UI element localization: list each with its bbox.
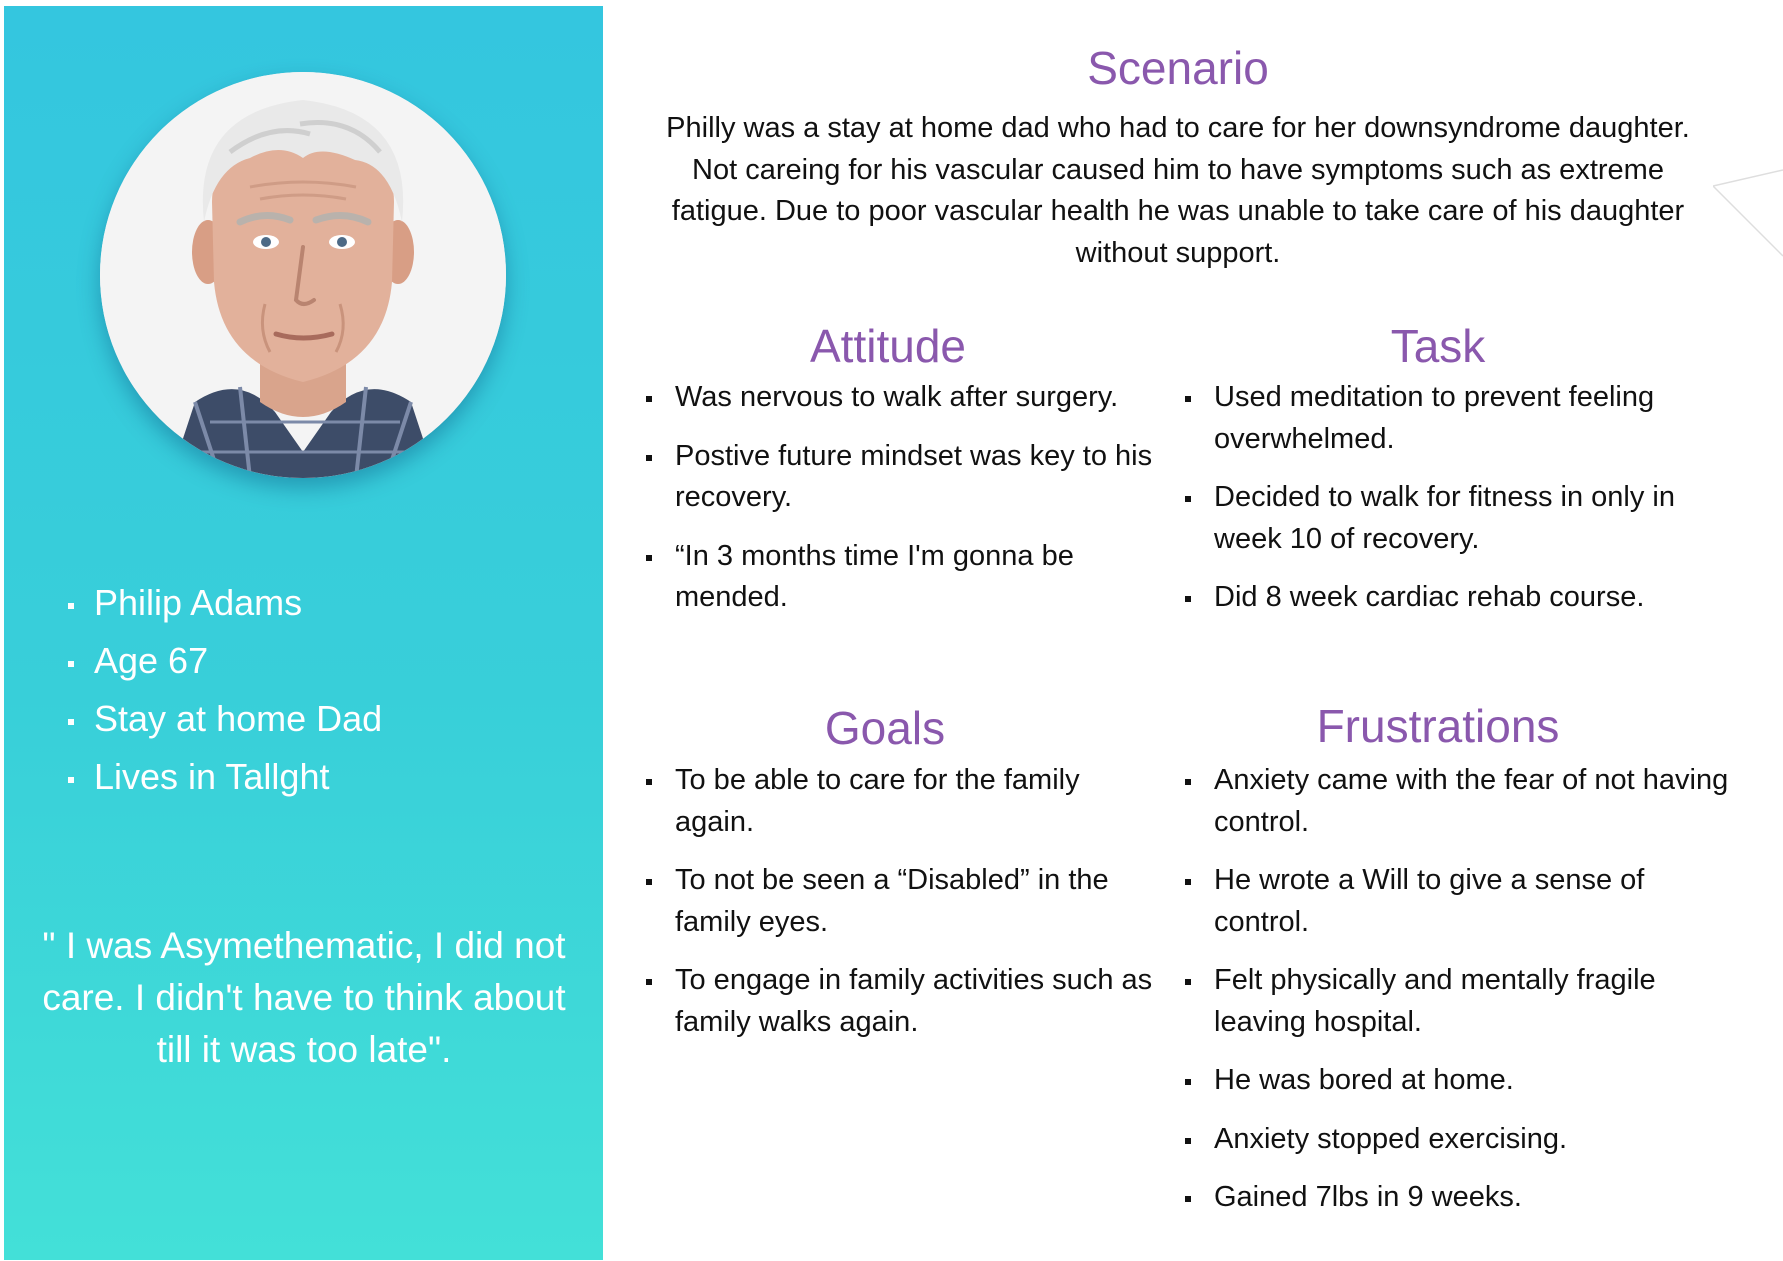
frustrations-list (1185, 760, 1745, 1236)
profile-occupation: Stay at home Dad (68, 690, 382, 748)
attitude-item: “In 3 months time I'm gonna be mended. (646, 536, 1156, 619)
task-title: Task (1390, 320, 1486, 372)
task-item: Did 8 week cardiac rehab course. (1185, 577, 1725, 619)
avatar (100, 72, 506, 478)
task-list (1185, 377, 1725, 636)
task-item: Decided to walk for fitness in only in week 10 of recovery. (1185, 477, 1725, 560)
profile-location: Lives in Tallght (68, 748, 382, 806)
task-item: Used meditation to prevent feeling overwhelmed. (1185, 377, 1725, 460)
persona-quote: " I was Asymethematic, I did not care. I didn't have to think about till it was too late". (42, 925, 566, 1070)
goals-item: To not be seen a “Disabled” in the family eyes. (646, 860, 1166, 943)
scenario-text: Philly was a stay at home dad who had to care for her downsyndrome daughter. Not careing for his vascular caused him to have symptoms such as extreme fatigue. Due to poor vascular health he was unable to take care of his daughter without support. (666, 112, 1690, 269)
goals-list (646, 760, 1166, 1060)
attitude-item: Postive future mindset was key to his recovery. (646, 436, 1156, 519)
attitude-title: Attitude (810, 320, 966, 372)
frustrations-item: He wrote a Will to give a sense of control. (1185, 860, 1745, 943)
attitude-item: Was nervous to walk after surgery. (646, 377, 1156, 419)
goals-title: Goals (824, 702, 946, 754)
scenario-title: Scenario (1087, 42, 1269, 94)
frustrations-item: Anxiety stopped exercising. (1185, 1119, 1745, 1161)
portrait-image (100, 72, 506, 478)
profile-age: Age 67 (68, 632, 382, 690)
profile-name: Philip Adams (68, 574, 382, 632)
goals-item: To be able to care for the family again. (646, 760, 1166, 843)
frustrations-item: Anxiety came with the fear of not having control. (1185, 760, 1745, 843)
goals-item: To engage in family activities such as family walks again. (646, 960, 1166, 1043)
profile-details (68, 574, 382, 806)
frustrations-item: Felt physically and mentally fragile leaving hospital. (1185, 960, 1745, 1043)
frustrations-item: Gained 7lbs in 9 weeks. (1185, 1177, 1745, 1219)
persona-panel (4, 6, 603, 1260)
frustrations-title: Frustrations (1316, 700, 1560, 752)
frustrations-item: He was bored at home. (1185, 1060, 1745, 1102)
attitude-list (646, 377, 1156, 636)
decorative-line (1713, 160, 1783, 260)
